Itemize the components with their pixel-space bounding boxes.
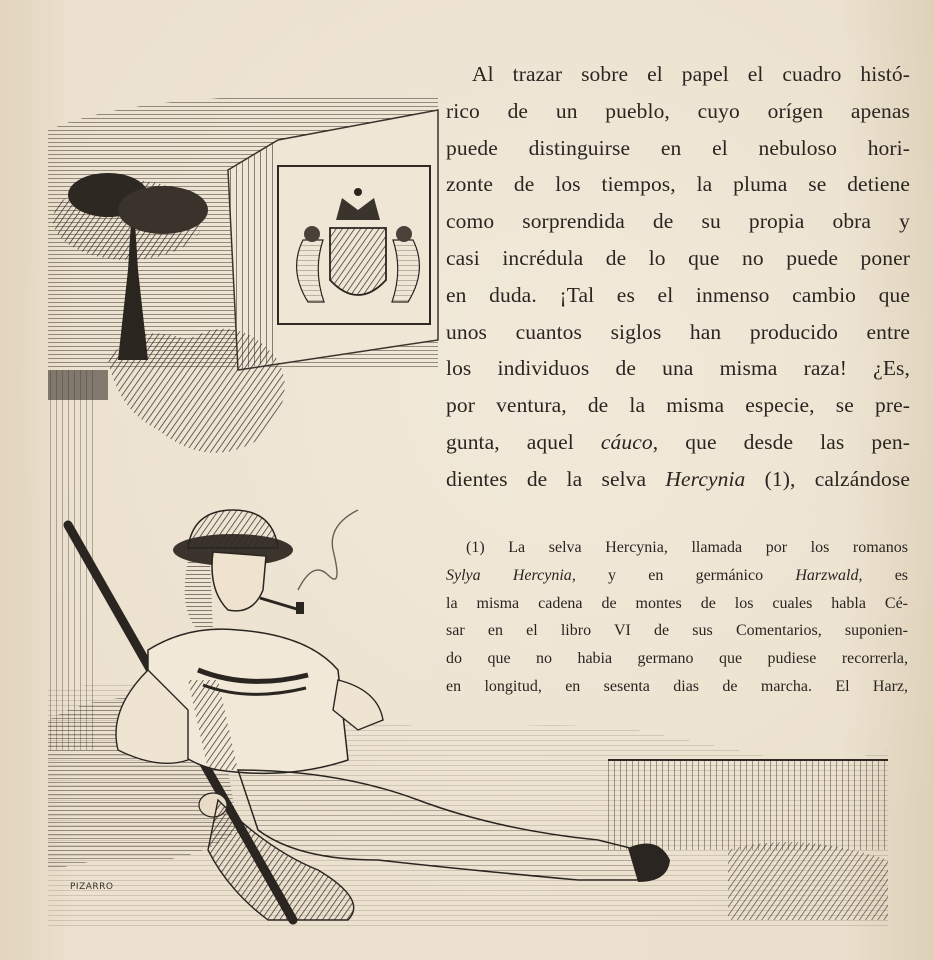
text-line	[446, 424, 910, 461]
text-segment: (1), calzándose	[764, 466, 910, 491]
text-segment: gunta, aquel	[446, 429, 574, 454]
italic-term-hercynia: Hercynia	[665, 466, 746, 491]
footnote-line	[446, 562, 908, 590]
footnote	[446, 534, 908, 701]
main-text-column	[446, 56, 910, 498]
text-line: casi incrédula de lo que no puede poner	[446, 245, 910, 270]
text-line: Al trazar sobre el papel el cuadro histó-	[472, 62, 910, 86]
footnote-line: en longitud, en sesenta dias de marcha. El Harz,	[446, 677, 908, 695]
text-line: puede distinguirse en el nebuloso hori-	[446, 135, 910, 160]
italic-term: Sylya Hercynia	[446, 566, 572, 584]
footnote-line: sar en el libro VI de sus Comentarios, suponien-	[446, 622, 908, 640]
text-line: zonte de los tiempos, la pluma se detiene	[446, 172, 910, 197]
text-line: los individuos de una misma raza! ¿Es,	[446, 356, 910, 381]
foliage	[108, 329, 285, 453]
footnote-line: la misma cadena de montes de los cuales habla Cé-	[446, 594, 908, 612]
text-line: por ventura, de la misma especie, se pre-	[446, 393, 910, 418]
text-line: como sorprendida de su propia obra y	[446, 209, 910, 234]
engraver-signature: PIZARRO	[70, 882, 114, 892]
footnote-line: do que no habia germano que pudiese recorrerla,	[446, 650, 908, 668]
text-segment: , y en germánico	[571, 566, 764, 584]
italic-term-cauco: cáuco	[600, 429, 653, 454]
footnote-line: (1) La selva Hercynia, llamada por los romanos	[466, 539, 908, 556]
italic-term: Harzwald	[795, 566, 859, 584]
text-line: rico de un pueblo, cuyo orígen apenas	[446, 98, 910, 123]
text-line: en duda. ¡Tal es el inmenso cambio que	[446, 282, 910, 307]
pipe-smoke	[298, 510, 358, 590]
text-line	[446, 461, 910, 498]
text-segment: dientes de la selva	[446, 466, 647, 491]
text-segment: , que desde las pen-	[652, 429, 910, 454]
text-line: unos cuantos siglos han producido entre	[446, 319, 910, 344]
text-segment: , es	[858, 566, 909, 584]
